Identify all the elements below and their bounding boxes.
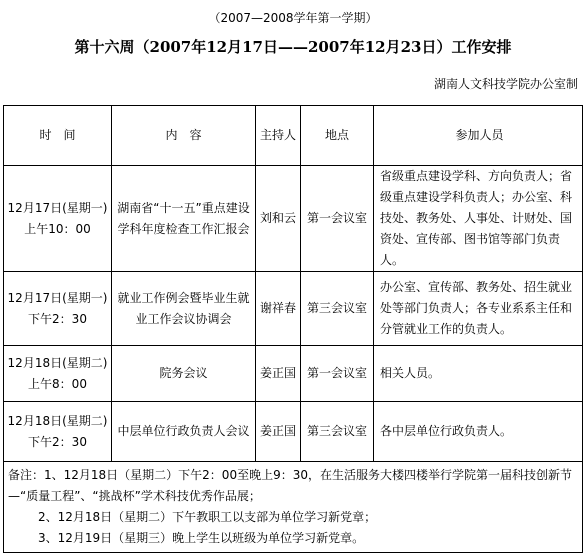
header-content: 内 容	[112, 106, 256, 166]
row-date: 12月18日(星期二)	[7, 413, 108, 428]
row-place: 第一会议室	[301, 346, 374, 402]
row-clock: 下午2：30	[28, 434, 87, 449]
notes-row	[4, 462, 583, 553]
row-date: 12月17日(星期一)	[7, 200, 108, 215]
row-clock: 下午2：30	[28, 311, 87, 326]
page-title: 第十六周（2007年12月17日——2007年12月23日）工作安排	[74, 38, 512, 56]
semester-label: （2007—2008学年第一学期）	[208, 11, 378, 25]
row-content: 就业工作例会暨毕业生就业工作会议协调会	[112, 272, 256, 346]
row-date: 12月18日(星期二)	[7, 355, 108, 370]
row-content: 院务会议	[112, 346, 256, 402]
row-time	[4, 166, 112, 272]
row-time	[4, 272, 112, 346]
row-host: 刘和云	[256, 166, 301, 272]
row-host: 姜正国	[256, 346, 301, 402]
table-row	[4, 166, 583, 272]
row-host: 姜正国	[256, 402, 301, 462]
table-header-row	[4, 106, 583, 166]
table-row	[4, 402, 583, 462]
row-place: 第一会议室	[301, 166, 374, 272]
note-3: 3、12月19日（星期三）晚上学生以班级为单位学习新党章。	[38, 531, 365, 545]
row-content: 中层单位行政负责人会议	[112, 402, 256, 462]
row-place: 第三会议室	[301, 272, 374, 346]
row-place: 第三会议室	[301, 402, 374, 462]
row-content: 湖南省“十一五”重点建设学科年度检查工作汇报会	[112, 166, 256, 272]
row-time	[4, 402, 112, 462]
row-clock: 上午10：00	[24, 221, 91, 236]
row-participants: 各中层单位行政负责人。	[374, 402, 583, 462]
table-row	[4, 272, 583, 346]
header-place: 地点	[301, 106, 374, 166]
row-participants: 办公室、宣传部、教务处、招生就业处等部门负责人；各专业系系主任和分管就业工作的负责人。	[374, 272, 583, 346]
row-participants: 省级重点建设学科、方向负责人；省级重点建设学科负责人；办公室、科技处、教务处、人事处、计财处、国资处、宣传部、图书馆等部门负责人。	[374, 166, 583, 272]
header-participants: 参加人员	[374, 106, 583, 166]
row-participants: 相关人员。	[374, 346, 583, 402]
note-2: 2、12月18日（星期二）下午教职工以支部为单位学习新党章；	[38, 510, 377, 524]
header-time: 时 间	[4, 106, 112, 166]
row-date: 12月17日(星期一)	[7, 290, 108, 305]
row-host: 谢祥春	[256, 272, 301, 346]
header-host: 主持人	[256, 106, 301, 166]
row-clock: 上午8：00	[28, 376, 87, 391]
row-time	[4, 346, 112, 402]
notes-cell	[4, 462, 583, 553]
schedule-table	[3, 105, 583, 553]
table-row	[4, 346, 583, 402]
note-1: 备注：1、12月18日（星期二）下午2：00至晚上9：30，在生活服务大楼四楼举行学院第一届科技创新节—“质量工程”、“挑战杯”学术科技优秀作品展；	[8, 468, 572, 503]
issuing-office: 湖南人文科技学院办公室制	[433, 77, 578, 91]
